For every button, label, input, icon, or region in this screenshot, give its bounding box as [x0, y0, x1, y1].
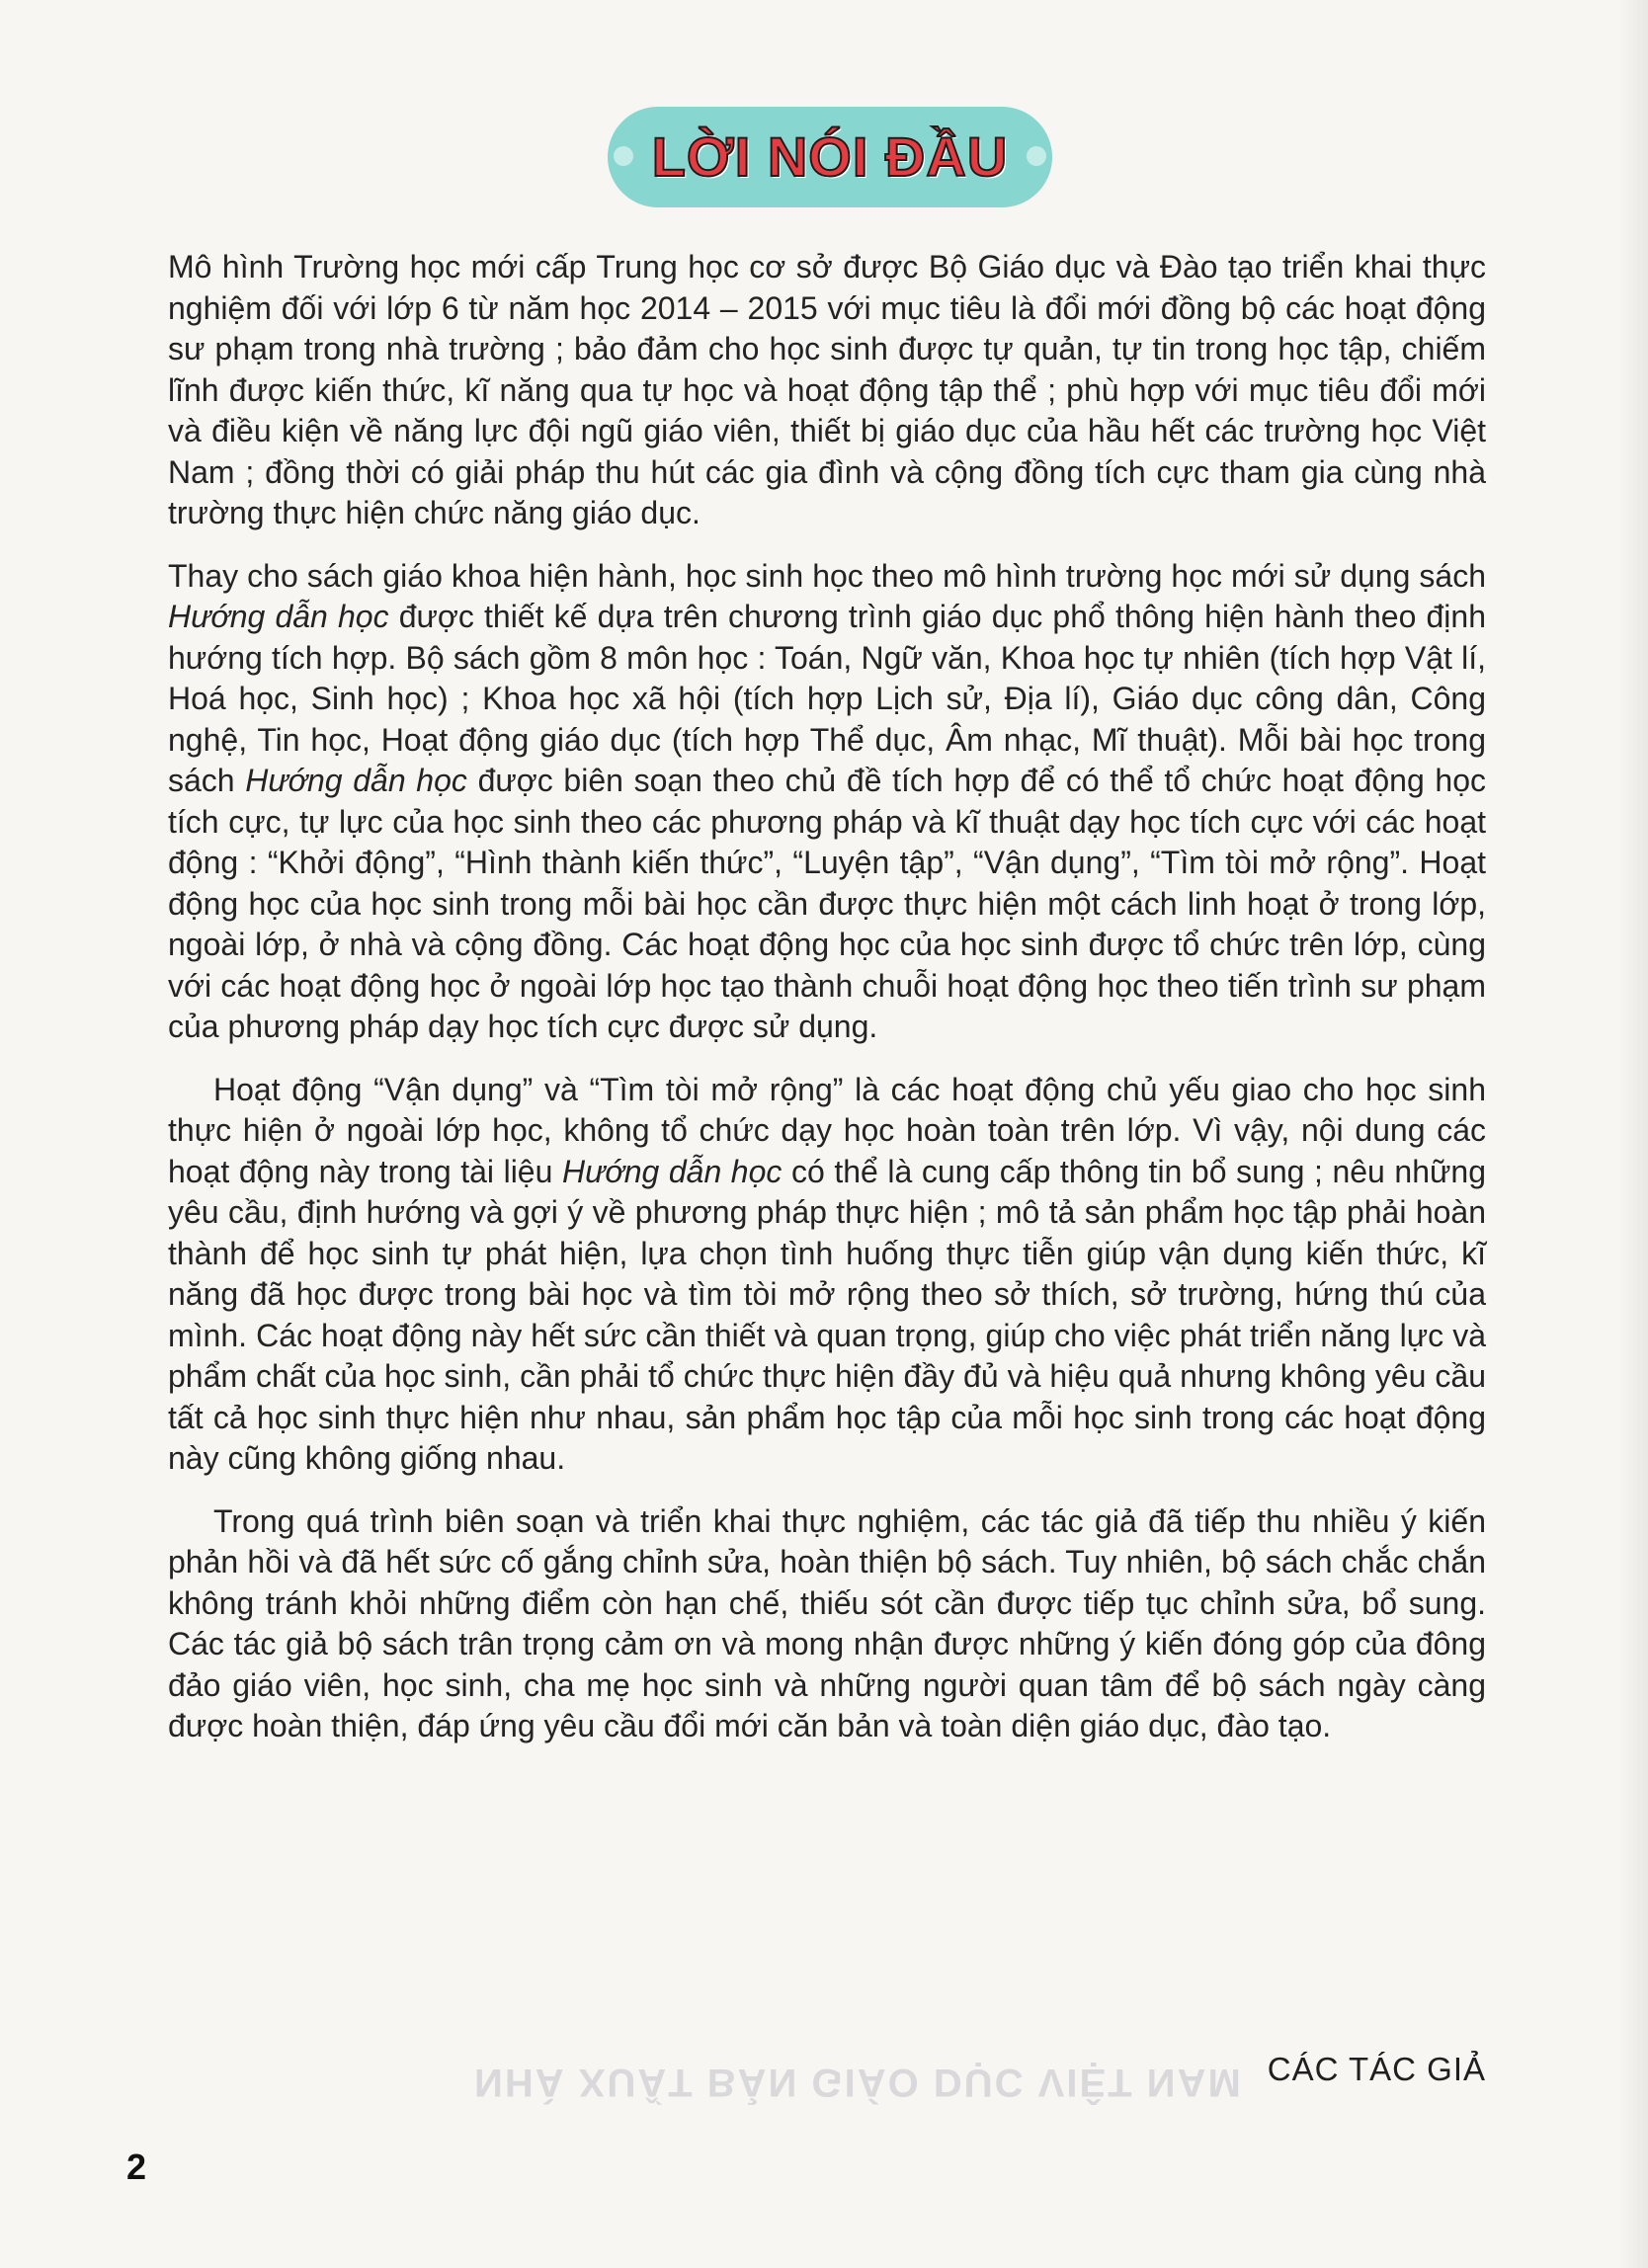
- paragraph-2-part-3: được biên soạn theo chủ đề tích hợp để có thể tổ chức hoạt động học tích cực, tự lực của học sinh theo các phương pháp và kĩ thuật dạy học tích cực với các hoạt động : “Khởi động”, “Hình thành kiến thức”, “Luyện tập”, “Vận dụng”, “Tìm tòi mở rộng”. Hoạt động học của học sinh trong mỗi bài học cần được thực hiện một cách linh hoạt ở trong lớp, ngoài lớp, ở nhà và cộng đồng. Các hoạt động học của học sinh được tổ chức trên lớp, cùng với các hoạt động học ở ngoài lớp học tạo thành chuỗi hoạt động học theo tiến trình sư phạm của phương pháp dạy học tích cực được sử dụng.: [168, 763, 1487, 1044]
- authors-signature: CÁC TÁC GIẢ: [1267, 2051, 1486, 2087]
- page-title: LỜI NÓI ĐẦU: [651, 125, 1009, 188]
- paragraph-2-book-title-2: Hướng dẫn học: [245, 763, 467, 798]
- paragraph-3-part-1: Hoạt động “Vận dụng” và “Tìm tòi mở rộng” là các hoạt động chủ yếu giao cho học sinh thực hiện ở ngoài lớp học, không tổ chức dạy học hoàn toàn trên lớp. Vì vậy, nội dung các hoạt động này trong tài liệu: [168, 1071, 1486, 1189]
- paragraph-4: Trong quá trình biên soạn và triển khai thực nghiệm, các tác giả đã tiếp thu nhiều ý kiến phản hồi và đã hết sức cố gắng chỉnh sửa, hoàn thiện bộ sách. Tuy nhiên, bộ sách chắc chắn không tránh khỏi những điểm còn hạn chế, thiếu sót cần được tiếp tục chỉnh sửa, bổ sung. Các tác giả bộ sách trân trọng cảm ơn và mong nhận được những ý kiến đóng góp của đông đảo giáo viên, học sinh, cha mẹ học sinh và những người quan tâm để bộ sách ngày càng được hoàn thiện, đáp ứng yêu cầu đổi mới căn bản và toàn diện giáo dục, đào tạo.: [168, 1502, 1486, 1743]
- paragraph-2-part-1: Thay cho sách giáo khoa hiện hành, học sinh học theo mô hình trường học mới sử dụng sách: [168, 557, 1486, 594]
- paragraph-3: [168, 1070, 1486, 1480]
- preface-body: [168, 247, 1486, 1769]
- page-number: 2: [126, 2146, 147, 2187]
- paragraph-2-part-2: được thiết kế dựa trên chương trình giáo dục phổ thông hiện hành theo định hướng tích hợp. Bộ sách gồm 8 môn học : Toán, Ngữ văn, Khoa học tự nhiên (tích hợp Vật lí, Hoá học, Sinh học) ; Khoa học xã hội (tích hợp Lịch sử, Địa lí), Giáo dục công dân, Công nghệ, Tin học, Hoạt động giáo dục (tích hợp Thể dục, Âm nhạc, Mĩ thuật). Mỗi bài học trong sách: [168, 599, 1487, 798]
- header-banner: [608, 107, 1052, 207]
- publisher-watermark: NHÀ XUẤT BẢN GIÁO DỤC VIỆT NAM: [474, 2061, 1243, 2104]
- paragraph-2: [168, 556, 1486, 1048]
- paragraph-3-book-title: Hướng dẫn học: [561, 1153, 783, 1189]
- paragraph-2-book-title-1: Hướng dẫn học: [168, 599, 389, 634]
- paragraph-1: Mô hình Trường học mới cấp Trung học cơ sở được Bộ Giáo dục và Đào tạo triển khai thực nghiệm đối với lớp 6 từ năm học 2014 – 2015 với mục tiêu là đổi mới đồng bộ các hoạt động sư phạm trong nhà trường ; bảo đảm cho học sinh được tự quản, tự tin trong học tập, chiếm lĩnh được kiến thức, kĩ năng qua tự học và hoạt động tập thể ; phù hợp với mục tiêu đổi mới và điều kiện về năng lực đội ngũ giáo viên, thiết bị giáo dục của hầu hết các trường học Việt Nam ; đồng thời có giải pháp thu hút các gia đình và cộng đồng tích cực tham gia cùng nhà trường thực hiện chức năng giáo dục.: [168, 249, 1486, 530]
- page-edge: [1618, 0, 1648, 2268]
- paragraph-3-part-2: có thể là cung cấp thông tin bổ sung ; nêu những yêu cầu, định hướng và gợi ý về phương pháp thực hiện ; mô tả sản phẩm học tập phải hoàn thành để học sinh tự phát hiện, lựa chọn tình huống thực tiễn giúp vận dụng kiến thức, kĩ năng đã học được trong bài học và tìm tòi mở rộng theo sở thích, sở trường, hứng thú của mình. Các hoạt động này hết sức cần thiết và quan trọng, giúp cho việc phát triển năng lực và phẩm chất của học sinh, cần phải tổ chức thực hiện đầy đủ và hiệu quả nhưng không yêu cầu tất cả học sinh thực hiện như nhau, sản phẩm học tập của mỗi học sinh trong các hoạt động này cũng không giống nhau.: [168, 1153, 1487, 1476]
